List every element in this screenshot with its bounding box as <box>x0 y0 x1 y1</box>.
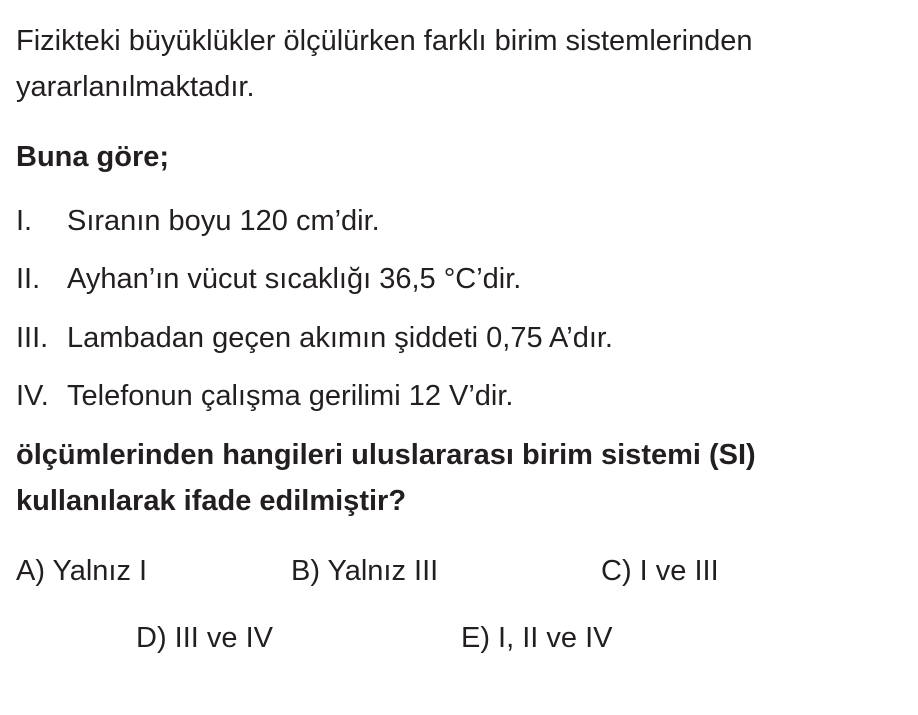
statement-number: III. <box>16 322 49 354</box>
statement-number: II. <box>16 263 41 295</box>
statement-number: I. <box>16 205 33 237</box>
statement-3 <box>16 315 613 361</box>
statement-2 <box>16 256 521 302</box>
statement-1 <box>16 198 380 244</box>
statement-text: Lambadan geçen akımın şiddeti 0,75 A’dır. <box>67 322 613 354</box>
question-prompt: ölçümlerinden hangileri uluslararası birim sistemi (SI) kullanılarak ifade edilmiştir? <box>16 439 756 517</box>
statement-text: Sıranın boyu 120 cm’dir. <box>67 205 380 237</box>
choice-e[interactable]: E) I, II ve IV <box>461 622 613 654</box>
choice-d[interactable]: D) III ve IV <box>136 622 273 654</box>
statement-number: IV. <box>16 380 49 412</box>
choice-b[interactable]: B) Yalnız III <box>291 555 439 587</box>
statement-text: Ayhan’ın vücut sıcaklığı 36,5 °C’dir. <box>67 263 522 295</box>
statement-text: Telefonun çalışma gerilimi 12 V’dir. <box>67 380 514 412</box>
statement-4 <box>16 373 513 419</box>
choice-a[interactable]: A) Yalnız I <box>16 555 148 587</box>
question-lead: Buna göre; <box>16 141 170 173</box>
choice-c[interactable]: C) I ve III <box>601 555 719 587</box>
question-intro: Fizikteki büyüklükler ölçülürken farklı birim sistemlerinden yararlanılmaktadır. <box>16 25 753 103</box>
